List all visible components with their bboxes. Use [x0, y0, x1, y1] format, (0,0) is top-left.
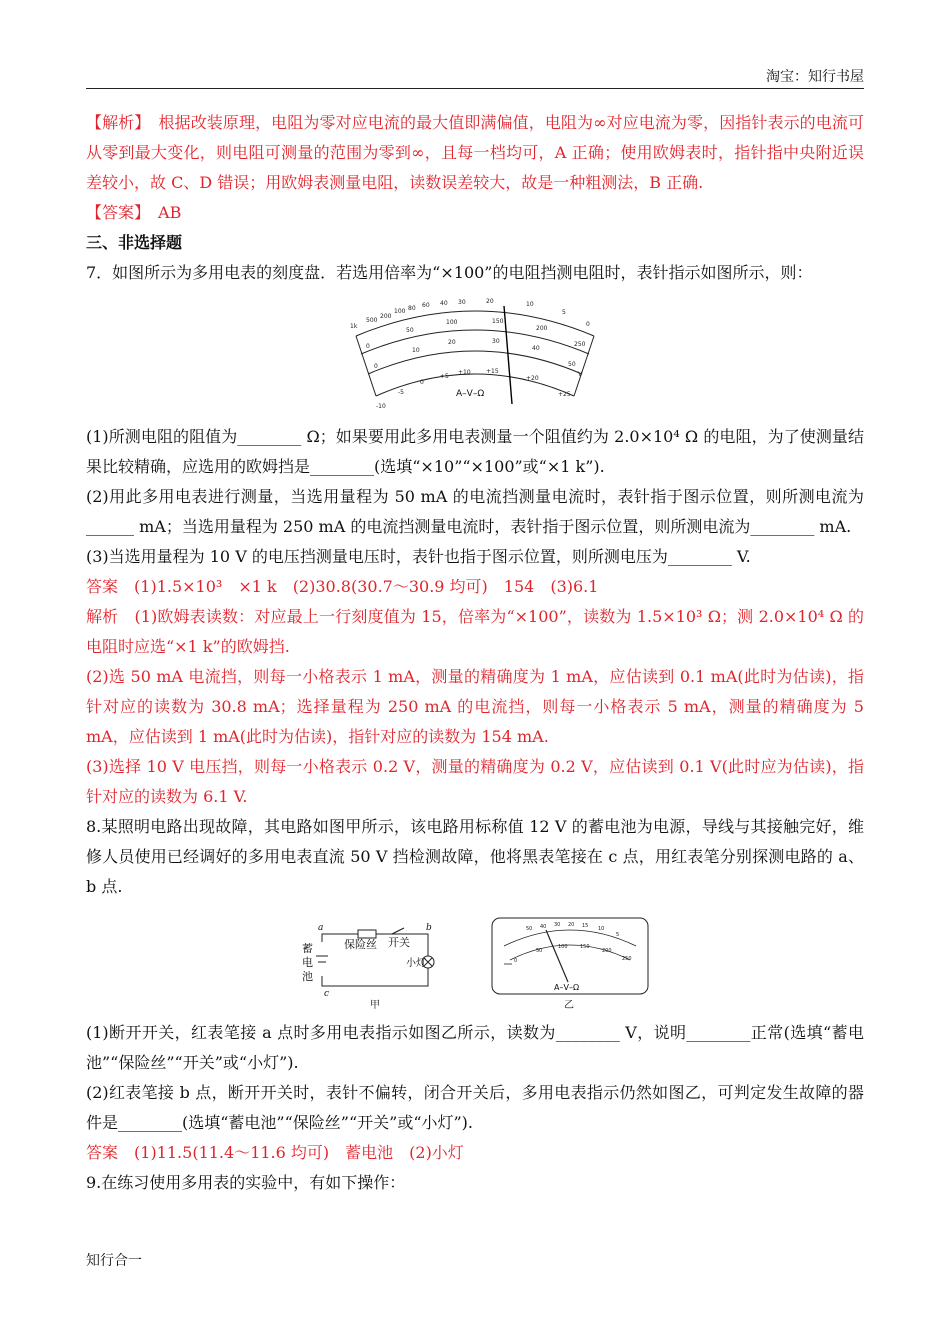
answer-text: (1)1.5×10³ ×1 k (2)30.8(30.7～30.9 均可) 154 (3)6.1 — [134, 577, 599, 596]
ohm-tick: 30 — [458, 299, 466, 306]
q8-answer — [86, 1138, 864, 1168]
fuse-symbol — [358, 930, 376, 938]
low-tick: +25 — [558, 391, 571, 398]
q7-part1: (1)所测电阻的阻值为________ Ω；如果要用此多用电表测量一个阻值约为 2.0×10⁴ Ω 的电阻，为了使测量结果比较精确，应选用的欧姆挡是________(选填“×10”“×100”或“×1 k”). — [86, 427, 864, 476]
answer-text: AB — [158, 203, 182, 222]
header-brand: 淘宝：知行书屋 — [766, 69, 864, 85]
current-tick: 0 — [366, 343, 370, 350]
q7-part3: (3)当选用量程为 10 V 的电压挡测量电压时，表针也指于图示位置，则所测电压为________ V. — [86, 547, 751, 566]
circuit-diagram — [300, 920, 450, 1012]
multimeter-dial-figure — [336, 296, 614, 416]
ohm-tick: 100 — [394, 308, 406, 315]
meter-top-tick: 30 — [554, 922, 561, 928]
meter-top-tick: 5 — [616, 932, 620, 938]
analysis-text: (1)欧姆表读数：对应最上一行刻度值为 15，倍率为“×100”，读数为 1.5×10³ Ω；测 2.0×10⁴ Ω 的电阻时应选“×1 k”的欧姆挡. — [86, 607, 864, 656]
current-tick: 150 — [492, 318, 504, 325]
voltage-tick: 10 — [412, 347, 420, 354]
analysis-tag: 【解析】 — [86, 113, 143, 132]
page-footer: 知行合一 — [86, 1253, 142, 1269]
current-tick: 200 — [536, 325, 548, 332]
voltage-tick: 20 — [448, 339, 456, 346]
meter-label: A–V–Ω — [554, 983, 580, 992]
low-tick: +20 — [526, 375, 539, 382]
figure-caption-jia: 甲 — [370, 1000, 380, 1011]
dial-label: A–V–Ω — [456, 389, 485, 399]
current-tick: 50 — [406, 327, 414, 334]
current-tick: 250 — [574, 341, 586, 348]
low-tick: -10 — [376, 403, 386, 410]
q8-stem: 8.某照明电路出现故障，其电路如图甲所示，该电路用标称值 12 V 的蓄电池为电源，导线与其接触完好，维修人员使用已经调好的多用电表直流 50 V 挡检测故障，他将黑表笔接在 c 点，用红表笔分别探测电路的 a、b 点. — [86, 817, 864, 896]
analysis-q6 — [86, 108, 864, 198]
answer-tag: 答案 — [86, 577, 119, 596]
ohm-tick: 10 — [526, 301, 534, 308]
low-tick: -5 — [398, 389, 404, 396]
voltage-scale-arc — [368, 351, 582, 374]
q7-analysis-1 — [86, 602, 864, 662]
q7-stem: 7．如图所示为多用电表的刻度盘．若选用倍率为“×100”的电阻挡测电阻时，表针指示如图所示，则： — [86, 263, 813, 282]
meter-bot-tick: 100 — [558, 944, 568, 950]
meter-bot-tick: 0 — [514, 958, 518, 964]
lamp-label: 小灯 — [406, 958, 426, 969]
low-tick: +10 — [458, 369, 471, 376]
meter-top-tick: 20 — [568, 922, 575, 928]
q8-figures — [86, 912, 864, 1012]
q7-analysis-2: (2)选 50 mA 电流挡，则每一小格表示 1 mA，测量的精确度为 1 mA，应估读到 0.1 mA(此时为估读)，指针对应的读数为 30.8 mA；选择量程为 250 mA 的电流挡，则每一小格表示 5 mA，测量的精确度为 5 mA，应估读到 1 mA(此时为估读)，指针对应的读数为 154 mA. — [86, 667, 864, 746]
answer-tag: 【答案】 — [86, 203, 143, 222]
ohm-tick: 200 — [380, 313, 392, 320]
meter-bot-tick: 150 — [580, 944, 590, 950]
battery-label-char: 电 — [302, 956, 313, 969]
voltage-unit: V — [578, 371, 583, 378]
point-a: a — [318, 923, 324, 933]
ohm-tick: 20 — [486, 298, 494, 305]
meter-bot-tick: 50 — [536, 948, 543, 954]
meter-top-tick: 15 — [582, 923, 589, 929]
low-tick: 0 — [420, 379, 424, 386]
bottom-wire — [322, 968, 428, 986]
needle — [504, 306, 512, 404]
page-content — [86, 108, 864, 1198]
current-tick: 100 — [446, 319, 458, 326]
ohm-tick: 60 — [422, 302, 430, 309]
answer-text: (1)11.5(11.4～11.6 均可) 蓄电池 (2)小灯 — [134, 1143, 464, 1162]
fuse-label: 保险丝 — [344, 938, 377, 951]
meter-top-tick: 10 — [598, 926, 605, 932]
page-header — [86, 64, 864, 89]
voltage-tick: 50 — [568, 361, 576, 368]
low-tick: +5 — [440, 373, 449, 380]
answer-q6 — [86, 198, 864, 228]
ohm-tick: 80 — [408, 305, 416, 312]
q8-part1: (1)断开开关，红表笔接 a 点时多用电表指示如图乙所示，读数为________ V，说明________正常(选填“蓄电池”“保险丝”“开关”或“小灯”). — [86, 1023, 864, 1072]
point-b: b — [426, 923, 432, 933]
answer-tag: 答案 — [86, 1143, 119, 1162]
battery-label: 蓄电池 — [300, 920, 303, 921]
ohm-tick: 5 — [562, 309, 566, 316]
q7-answer — [86, 572, 864, 602]
ohm-tick: 0 — [586, 321, 590, 328]
q9-stem: 9.在练习使用多用表的实验中，有如下操作： — [86, 1173, 406, 1192]
figure-caption-yi: 乙 — [564, 1000, 574, 1011]
voltage-tick: 40 — [532, 345, 540, 352]
switch-blade — [392, 928, 404, 934]
voltage-tick: 0 — [374, 363, 378, 370]
q7-part2: (2)用此多用电表进行测量，当选用量程为 50 mA 的电流挡测量电流时，表针指于图示位置，则所测电流为______ mA；当选用量程为 250 mA 的电流挡测量电流时，表针指于图示位置，则所测电流为________ mA. — [86, 487, 864, 536]
section-title: 三、非选择题 — [86, 233, 183, 252]
low-tick: +15 — [486, 368, 499, 375]
ohm-scale-arc — [356, 311, 594, 336]
point-c: c — [324, 989, 330, 999]
meter-bot-tick: 200 — [602, 948, 612, 954]
voltage-tick: 30 — [492, 338, 500, 345]
current-scale-arc — [361, 330, 589, 354]
ohm-tick: 500 — [366, 317, 378, 324]
battery-label-char: 蓄 — [302, 942, 313, 955]
ohm-tick: 40 — [440, 300, 448, 307]
ohm-tick: 1k — [350, 323, 358, 330]
q7-analysis-3: (3)选择 10 V 电压挡，则每一小格表示 0.2 V，测量的精确度为 0.2 V，应估读到 0.1 V(此时应为估读)，指针对应的读数为 6.1 V. — [86, 757, 864, 806]
meter-top-tick: 40 — [540, 924, 547, 930]
q8-part2: (2)红表笔接 b 点，断开开关时，表针不偏转，闭合开关后，多用电表指示仍然如图乙，可判定发生故障的器件是________(选填“蓄电池”“保险丝”“开关”或“小灯”). — [86, 1083, 864, 1132]
analysis-text: 根据改装原理，电阻为零对应电流的最大值即满偏值，电阻为∞对应电流为零，因指针表示的电流可从零到最大变化，则电阻可测量的范围为零到∞，且每一档均可，A 正确；使用欧姆表时，指针指中央附近误差较小，故 C、D 错误；用欧姆表测量电阻，读数误差较大，故是一种粗测法，B 正确. — [86, 113, 864, 192]
meter-figure — [490, 916, 650, 1012]
battery-label-char: 池 — [302, 970, 313, 983]
meter-bot-tick: 250 — [622, 956, 632, 962]
switch-label: 开关 — [388, 936, 410, 949]
analysis-tag: 解析 — [86, 607, 119, 626]
meter-top-tick: 50 — [526, 926, 533, 932]
